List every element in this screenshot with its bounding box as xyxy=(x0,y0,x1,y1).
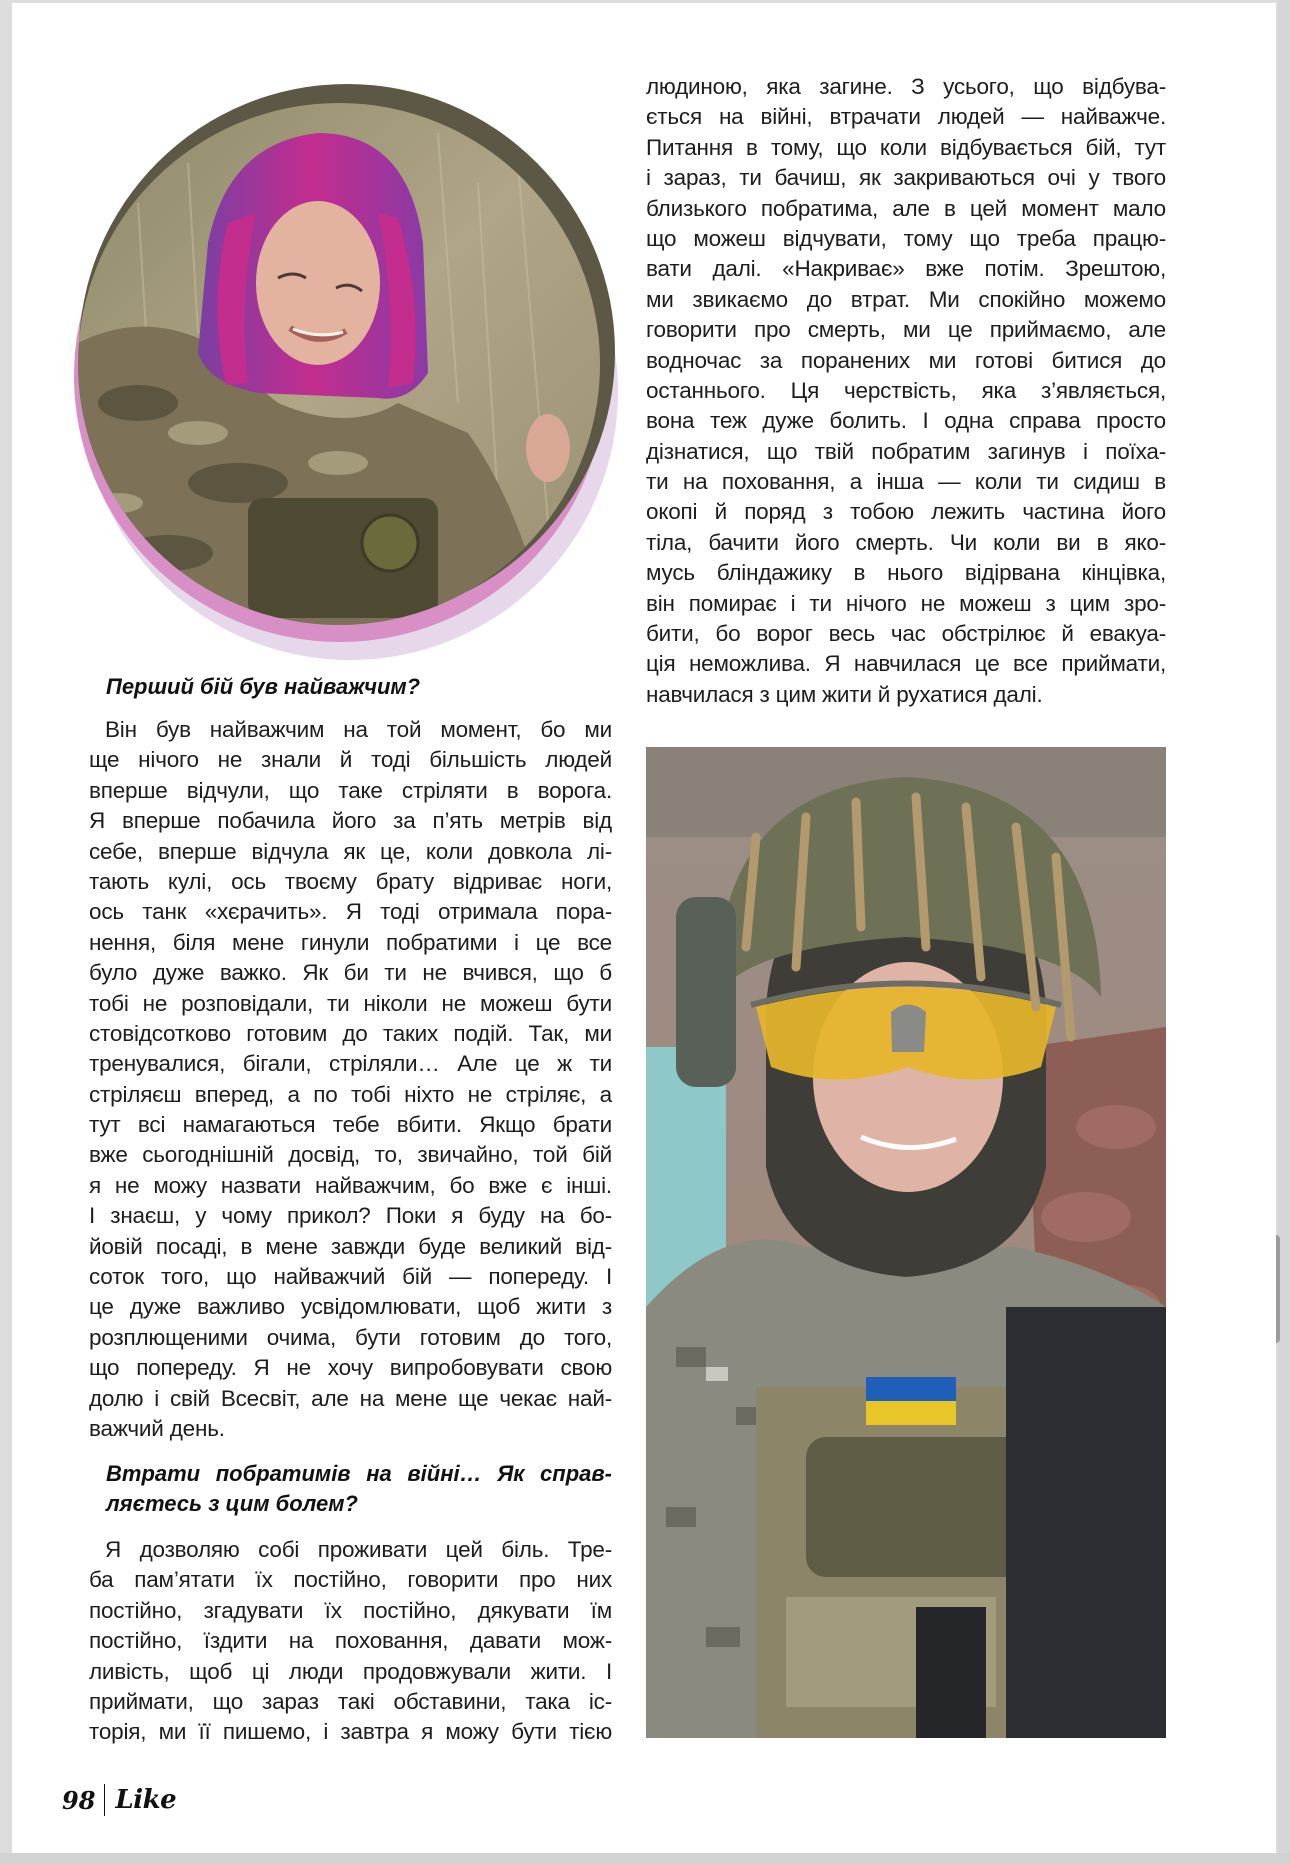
soldier-photo xyxy=(646,747,1166,1738)
text-line: ється на війні, втрачати людей — найважче. xyxy=(646,104,1166,130)
text-line: йовій посаді, в мене завжди буде великий від- xyxy=(89,1233,612,1259)
text-line: І знаєш, у чому прикол? Поки я буду на бо- xyxy=(89,1203,612,1229)
text-line: себе, вперше відчула як це, коли довкола лі- xyxy=(89,838,612,864)
text-line: ти на поховання, а інша — коли ти сидиш в xyxy=(646,469,1166,495)
text-line: стріляєш вперед, а по тобі ніхто не стріляє, а xyxy=(89,1081,612,1107)
article-column-left xyxy=(89,715,612,1444)
text-line: навчилася з цим жити й рухатися далі. xyxy=(646,681,1043,707)
heading-line: Втрати побратимів на війні… Як справ- xyxy=(106,1461,612,1486)
text-line: тут всі намагаються тебе вбити. Якщо брати xyxy=(89,1112,612,1138)
text-line: бити, бо ворог весь час обстрілює й евакуа- xyxy=(646,621,1166,647)
text-line: соток того, що найважчий бій — попереду. І xyxy=(89,1264,612,1290)
article-column-right xyxy=(646,72,1166,710)
text-line: він помирає і ти нічого не можеш з цим зро- xyxy=(646,590,1166,616)
text-line: Я дозволяю собі проживати цей біль. Тре- xyxy=(105,1537,612,1562)
text-line: ливість, щоб ці люди продовжували жити. І xyxy=(89,1658,612,1684)
text-line: торія, ми її пишемо, і завтра я можу бути тією xyxy=(89,1719,612,1745)
text-line: я не можу назвати найважчим, бо вже є інші. xyxy=(89,1172,612,1198)
scrollbar-track[interactable] xyxy=(1278,0,1290,1864)
text-line: тіла, бачити його смерть. Чи коли ви в яко- xyxy=(646,529,1166,555)
text-line: вже сьогоднішній досвід, то, звичайно, той бій xyxy=(89,1142,612,1168)
text-line: Я вперше побачила його за п’ять метрів від xyxy=(89,808,612,834)
text-line: ми звикаємо до втрат. Ми спокійно можемо xyxy=(646,286,1166,312)
text-line: тають кулі, ось твоєму брату відриває ноги, xyxy=(89,868,612,894)
text-line: тобі не розповідали, ти ніколи не можеш бути xyxy=(89,990,612,1016)
portrait-photo xyxy=(78,103,600,625)
text-line: близького побратима, але в цей момент мало xyxy=(646,195,1166,221)
text-line: водночас за поранених ми готові битися до xyxy=(646,347,1166,373)
portrait-photo xyxy=(646,747,1166,1738)
text-line: ще нічого не знали й тоді більшість людей xyxy=(89,747,612,773)
text-line: що попереду. Я не хочу випробовувати свою xyxy=(89,1355,612,1381)
text-line: ось танк «хєрачить». Я тоді отримала пора- xyxy=(89,899,612,925)
text-line: окопі й поряд з тобою лежить частина його xyxy=(646,499,1166,525)
text-line: дізнатися, що твій побратим загинув і поїха- xyxy=(646,438,1166,464)
text-line: приймати, що зараз такі обставини, така іс- xyxy=(89,1688,612,1714)
text-line: ція неможлива. Я навчилася це все приймати, xyxy=(646,651,1166,677)
heading-line: Перший бій був найважчим? xyxy=(106,674,421,699)
text-line: Він був найважчим на той момент, бо ми xyxy=(105,717,612,742)
heading-line: ляєтесь з цим болем? xyxy=(106,1491,358,1516)
text-line: говорити про смерть, ми це приймаємо, але xyxy=(646,317,1166,343)
page-number: 98 xyxy=(62,1785,96,1815)
footer-divider xyxy=(104,1784,105,1816)
text-line: мусь бліндажику в нього відірвана кінцівка, xyxy=(646,560,1166,586)
text-line: вперше відчули, що таке стріляти в ворога. xyxy=(89,777,612,803)
text-line: вати далі. «Накриває» вже потім. Зрештою, xyxy=(646,256,1166,282)
portrait-photo-circle xyxy=(78,103,600,625)
article-column-left-part2 xyxy=(89,1535,612,1748)
text-line: це дуже важливо усвідомлювати, щоб жити з xyxy=(89,1294,612,1320)
text-line: постійно, згадувати їх постійно, дякувати їм xyxy=(89,1597,612,1623)
text-line: важчий день. xyxy=(89,1415,225,1441)
text-line: вона теж дуже болить. І одна справа просто xyxy=(646,408,1166,434)
text-line: стовідсотково готовим до таких подій. Так, ми xyxy=(89,1020,612,1046)
text-line: розплющеними очима, бути готовим до того, xyxy=(89,1324,612,1350)
section-heading-first-battle xyxy=(106,672,612,702)
magazine-logo: Like xyxy=(115,1785,177,1815)
viewer-background xyxy=(0,1853,1290,1864)
text-line: і зараз, ти бачиш, як закриваються очі у твого xyxy=(646,165,1166,191)
text-line: людиною, яка загине. З усього, що відбува- xyxy=(646,74,1166,99)
text-line: постійно, їздити на поховання, давати мож- xyxy=(89,1628,612,1654)
text-line: Питання в тому, що коли відбувається бій, тут xyxy=(646,134,1166,160)
text-line: останнього. Ця черствість, яка з’являється, xyxy=(646,377,1166,403)
text-line: долю і свій Всесвіт, але на мене ще чекає най- xyxy=(89,1385,612,1411)
text-line: було дуже важко. Як би ти не вчився, що б xyxy=(89,960,612,986)
page-footer xyxy=(62,1782,176,1818)
text-line: ба пам’ятати їх постійно, говорити про них xyxy=(89,1567,612,1593)
section-heading-losses xyxy=(106,1459,612,1519)
text-line: що можеш відчувати, тому що треба працю- xyxy=(646,225,1166,251)
text-line: нення, біля мене гинули побратими і це все xyxy=(89,929,612,955)
text-line: тренувалися, бігали, стріляли… Але це ж ти xyxy=(89,1051,612,1077)
